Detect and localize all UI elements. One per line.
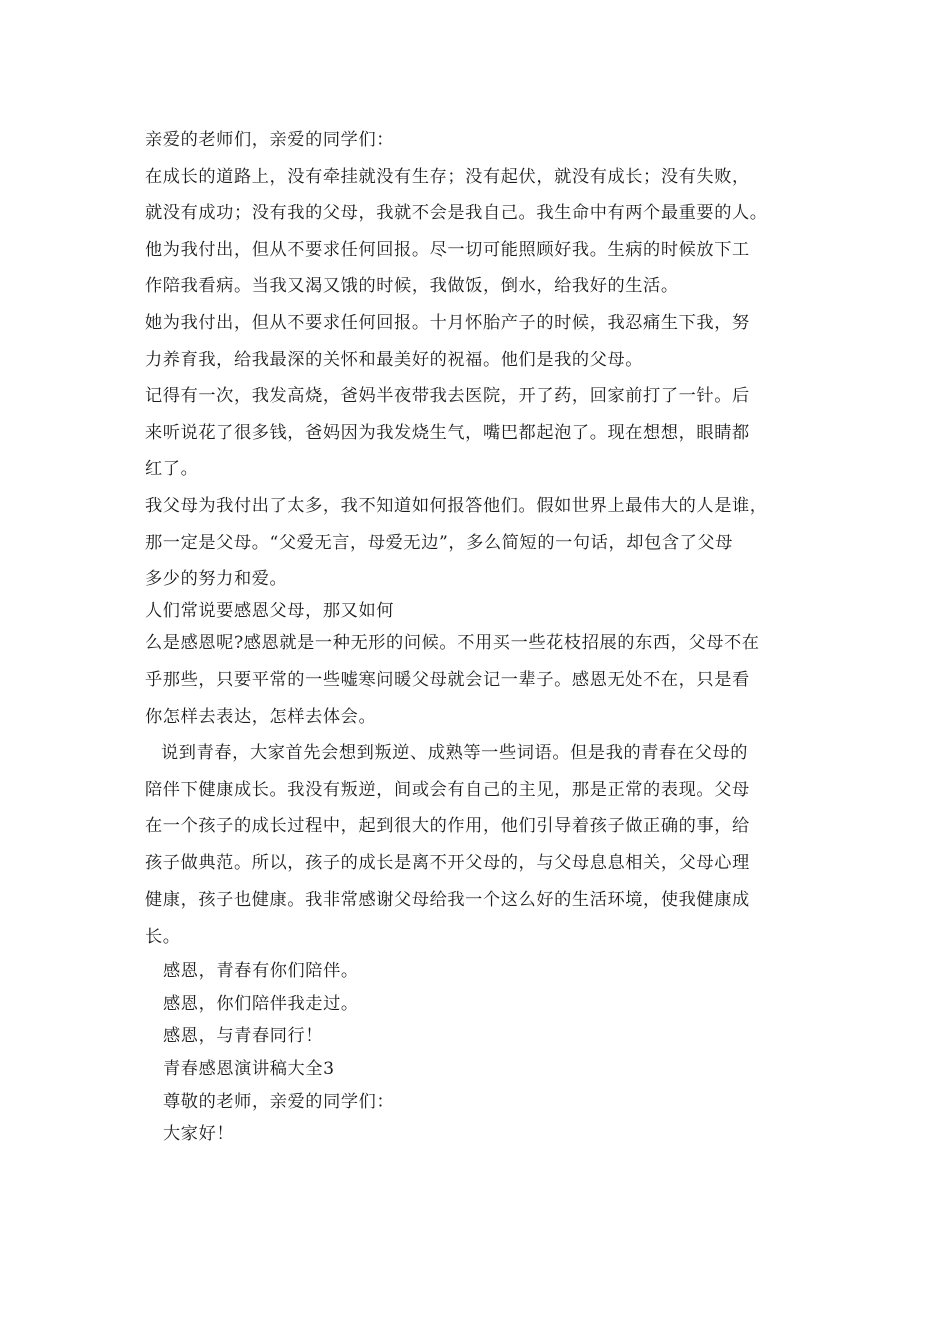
text-line: 感恩，你们陪伴我走过。 — [163, 993, 359, 1014]
text-line: 感恩，青春有你们陪伴。 — [163, 961, 359, 982]
text-line: 她为我付出，但从不要求任何回报。十月怀胎产子的时候，我忍痛生下我，努 — [145, 312, 750, 333]
text-line: 作陪我看病。当我又渴又饿的时候，我做饭，倒水，给我好的生活。 — [145, 276, 679, 297]
text-line: 在成长的道路上，没有牵挂就没有生存；没有起伏，就没有成长；没有失败， — [145, 166, 750, 187]
text-line: 记得有一次，我发高烧，爸妈半夜带我去医院，开了药，回家前打了一针。后 — [145, 386, 750, 407]
text-line: 感恩，与青春同行！ — [163, 1026, 324, 1047]
salutation-line: 尊敬的老师，亲爱的同学们： — [163, 1091, 395, 1112]
greeting-line: 大家好！ — [163, 1124, 235, 1145]
text-line: 在一个孩子的成长过程中，起到很大的作用，他们引导着孩子做正确的事，给 — [145, 816, 750, 837]
section-heading: 青春感恩演讲稿大全3 — [163, 1059, 335, 1079]
text-line: 多少的努力和爱。 — [145, 569, 288, 590]
text-line: 么是感恩呢?感恩就是一种无形的问候。不用买一些花枝招展的东西，父母不在 — [145, 633, 760, 654]
text-line: 我父母为我付出了太多，我不知道如何报答他们。假如世界上最伟大的人是谁， — [145, 495, 768, 516]
text-line: 就没有成功；没有我的父母，我就不会是我自己。我生命中有两个最重要的人。 — [145, 203, 768, 224]
speech-text — [145, 122, 807, 1151]
text-line: 你怎样去表达，怎样去体会。 — [145, 706, 377, 727]
text-line: 力养育我，给我最深的关怀和最美好的祝福。他们是我的父母。 — [145, 349, 644, 370]
text-line: 那一定是父母。“父爱无言，母爱无边”，多么简短的一句话，却包含了父母 — [145, 532, 733, 553]
text-line: 说到青春，大家首先会想到叛逆、成熟等一些词语。但是我的青春在父母的 — [161, 743, 748, 764]
salutation-line: 亲爱的老师们，亲爱的同学们： — [145, 130, 395, 150]
text-line: 孩子做典范。所以，孩子的成长是离不开父母的，与父母息息相关，父母心理 — [145, 853, 750, 874]
text-line: 他为我付出，但从不要求任何回报。尽一切可能照顾好我。生病的时候放下工 — [145, 239, 750, 260]
text-line: 长。 — [145, 926, 181, 947]
text-line: 红了。 — [145, 459, 199, 480]
text-line: 陪伴下健康成长。我没有叛逆，间或会有自己的主见，那是正常的表现。父母 — [145, 779, 750, 800]
text-line: 健康，孩子也健康。我非常感谢父母给我一个这么好的生活环境，使我健康成 — [145, 889, 750, 910]
text-line: 乎那些，只要平常的一些嘘寒问暖父母就会记一辈子。感恩无处不在，只是看 — [145, 669, 750, 690]
text-line: 人们常说要感恩父母，那又如何 — [145, 600, 395, 621]
text-line: 来听说花了很多钱，爸妈因为我发烧生气，嘴巴都起泡了。现在想想，眼睛都 — [145, 422, 750, 443]
